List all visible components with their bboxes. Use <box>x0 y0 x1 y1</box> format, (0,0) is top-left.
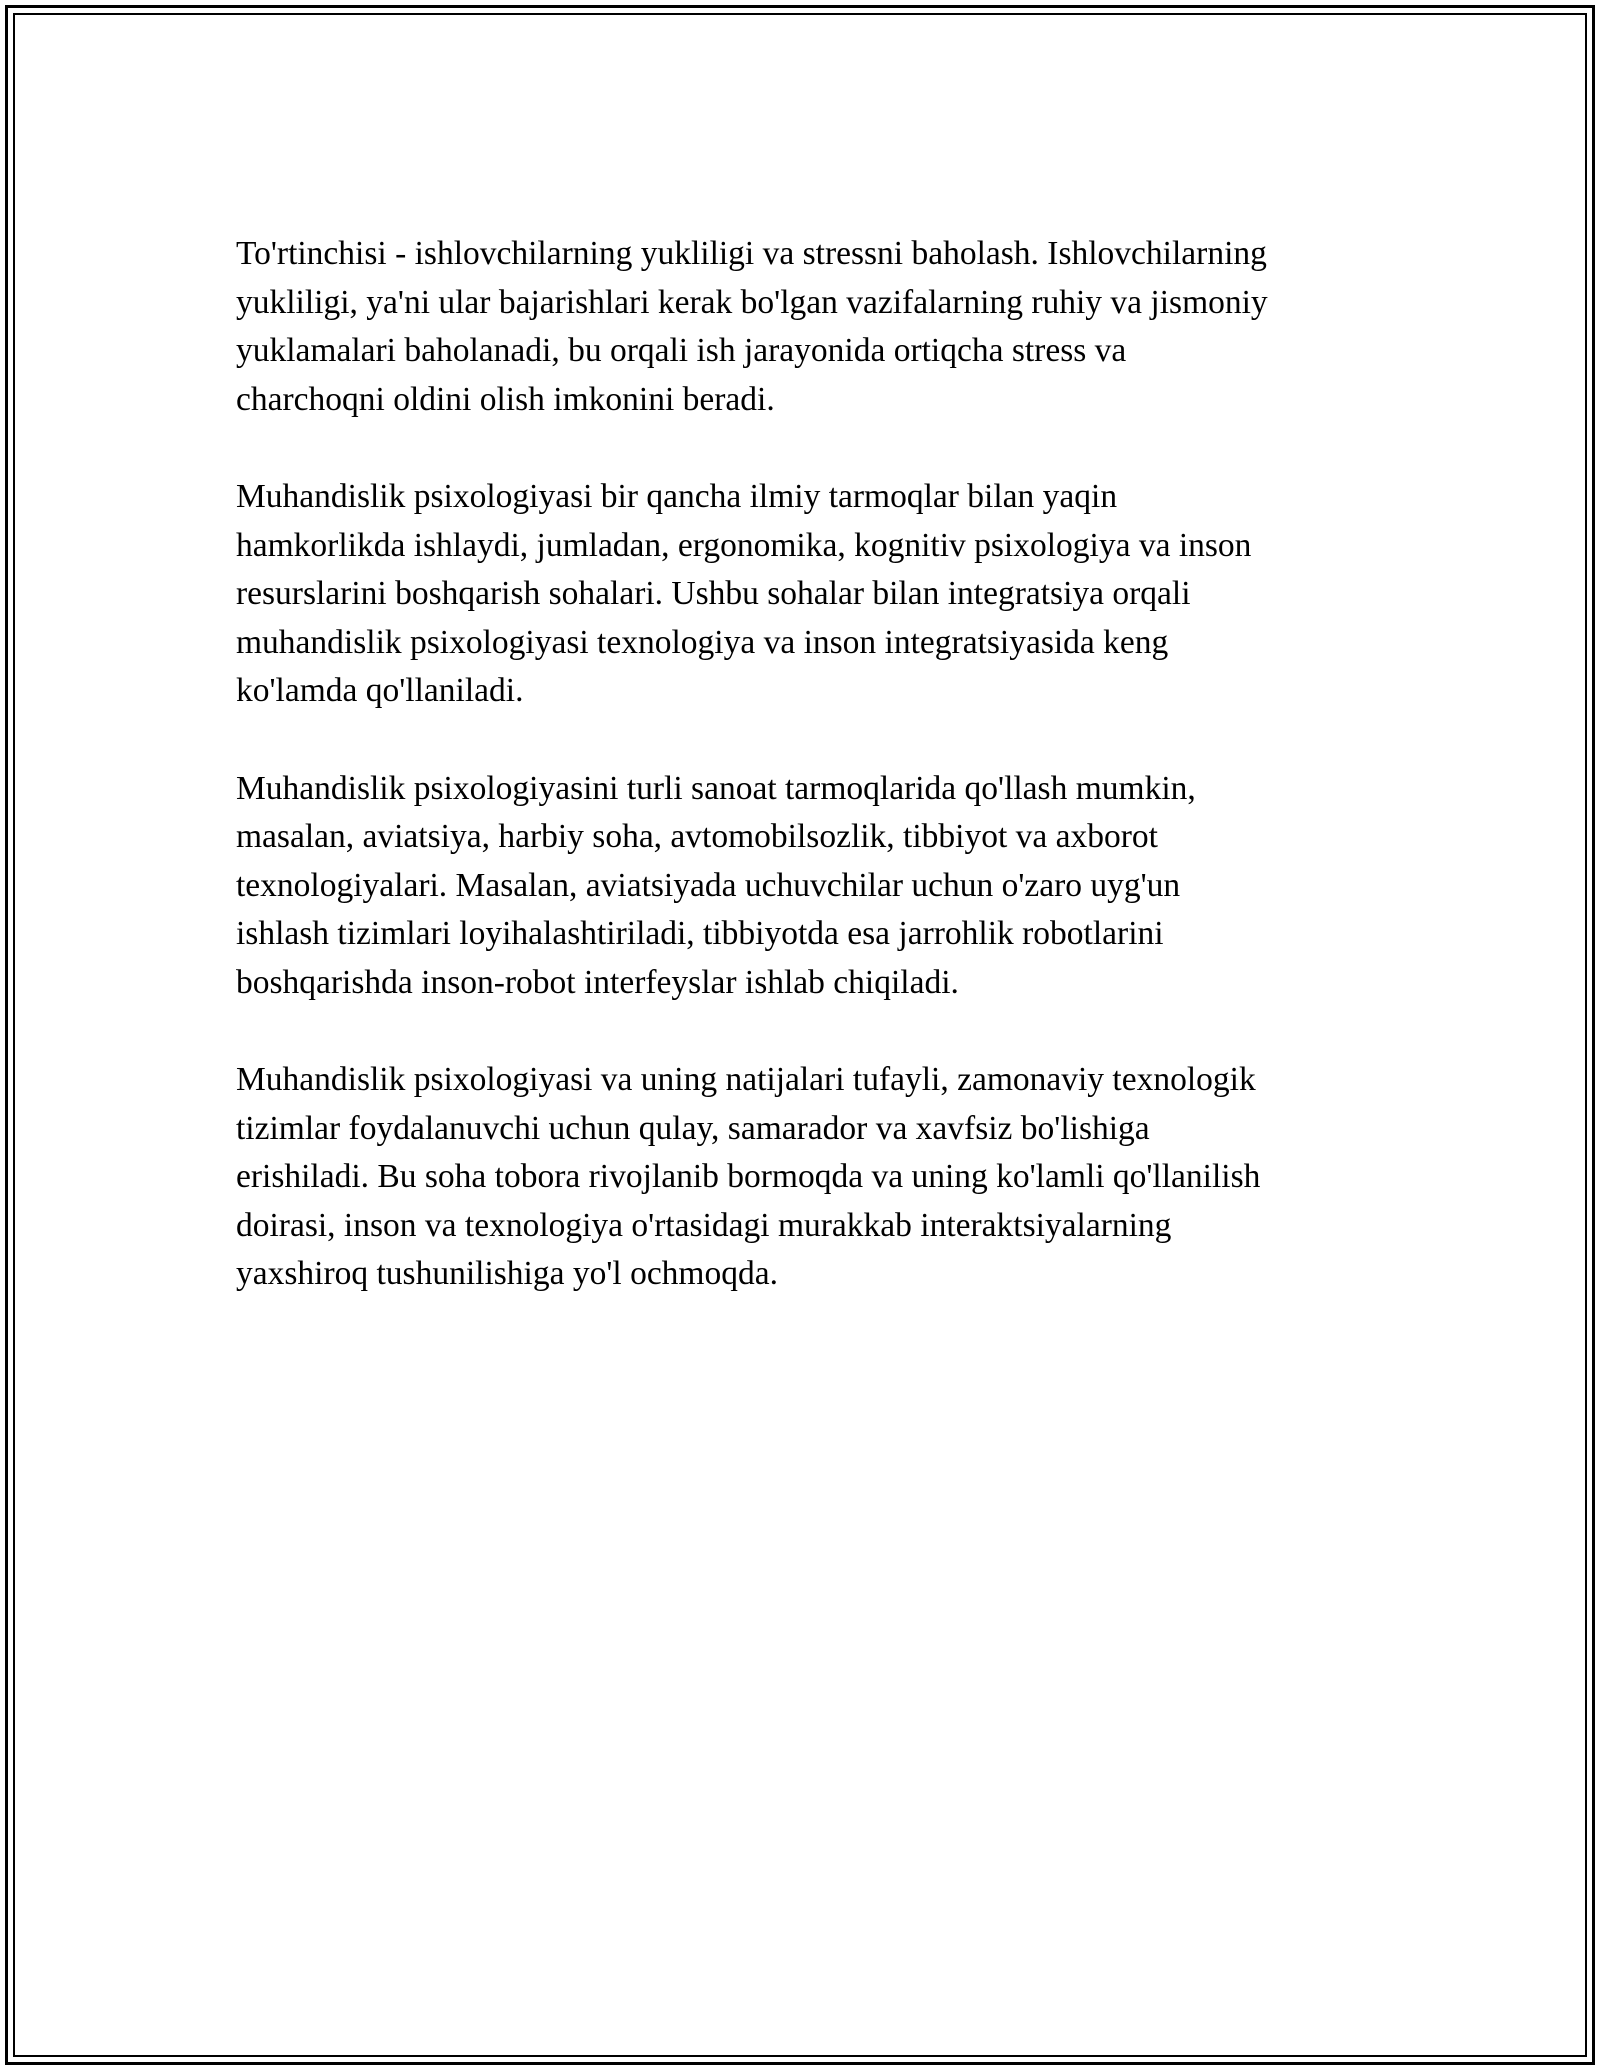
paragraph-line: boshqarishda inson-robot interfeyslar ishlab chiqiladi. <box>236 963 959 1001</box>
paragraph-line: doirasi, inson va texnologiya o'rtasidagi murakkab interaktsiyalarning <box>236 1206 1172 1244</box>
paragraph-line: Muhandislik psixologiyasi bir qancha ilmiy tarmoqlar bilan yaqin <box>236 478 1118 515</box>
paragraph-line: To'rtinchisi - ishlovchilarning yukliligi va stressni baholash. Ishlovchilarning <box>236 235 1267 272</box>
paragraph-line: charchoqni oldini olish imkonini beradi. <box>236 380 775 418</box>
paragraph-line: muhandislik psixologiyasi texnologiya va inson integratsiyasida keng <box>236 623 1169 661</box>
paragraph-4 <box>236 1056 1386 1299</box>
paragraph-line: ishlash tizimlari loyihalashtiriladi, tibbiyotda esa jarrohlik robotlarini <box>236 915 1164 952</box>
paragraph-line: masalan, aviatsiya, harbiy soha, avtomobilsozlik, tibbiyot va axborot <box>236 818 1158 855</box>
paragraph-line: tizimlar foydalanuvchi uchun qulay, samarador va xavfsiz bo'lishiga <box>236 1109 1150 1147</box>
paragraph-1 <box>236 230 1386 424</box>
paragraph-line: yuklamalari baholanadi, bu orqali ish jarayonida ortiqcha stress va <box>236 332 1127 369</box>
paragraph-line: yukliligi, ya'ni ular bajarishlari kerak bo'lgan vazifalarning ruhiy va jismoniy <box>236 283 1268 321</box>
paragraph-line: texnologiyalari. Masalan, aviatsiyada uchuvchilar uchun o'zaro uyg'un <box>236 866 1181 904</box>
paragraph-line: Muhandislik psixologiyasi va uning natijalari tufayli, zamonaviy texnologik <box>236 1061 1256 1098</box>
paragraph-3 <box>236 765 1386 1008</box>
paragraph-2 <box>236 473 1386 716</box>
paragraph-line: ko'lamda qo'llaniladi. <box>236 672 524 709</box>
paragraph-line: resurslarini boshqarish sohalari. Ushbu sohalar bilan integratsiya orqali <box>236 575 1191 612</box>
paragraph-line: Muhandislik psixologiyasini turli sanoat tarmoqlarida qo'llash mumkin, <box>236 769 1196 807</box>
document-body <box>236 230 1386 1348</box>
paragraph-line: yaxshiroq tushunilishiga yo'l ochmoqda. <box>236 1255 778 1292</box>
paragraph-line: erishiladi. Bu soha tobora rivojlanib bormoqda va uning ko'lamli qo'llanilish <box>236 1158 1261 1195</box>
paragraph-line: hamkorlikda ishlaydi, jumladan, ergonomika, kognitiv psixologiya va inson <box>236 526 1252 564</box>
